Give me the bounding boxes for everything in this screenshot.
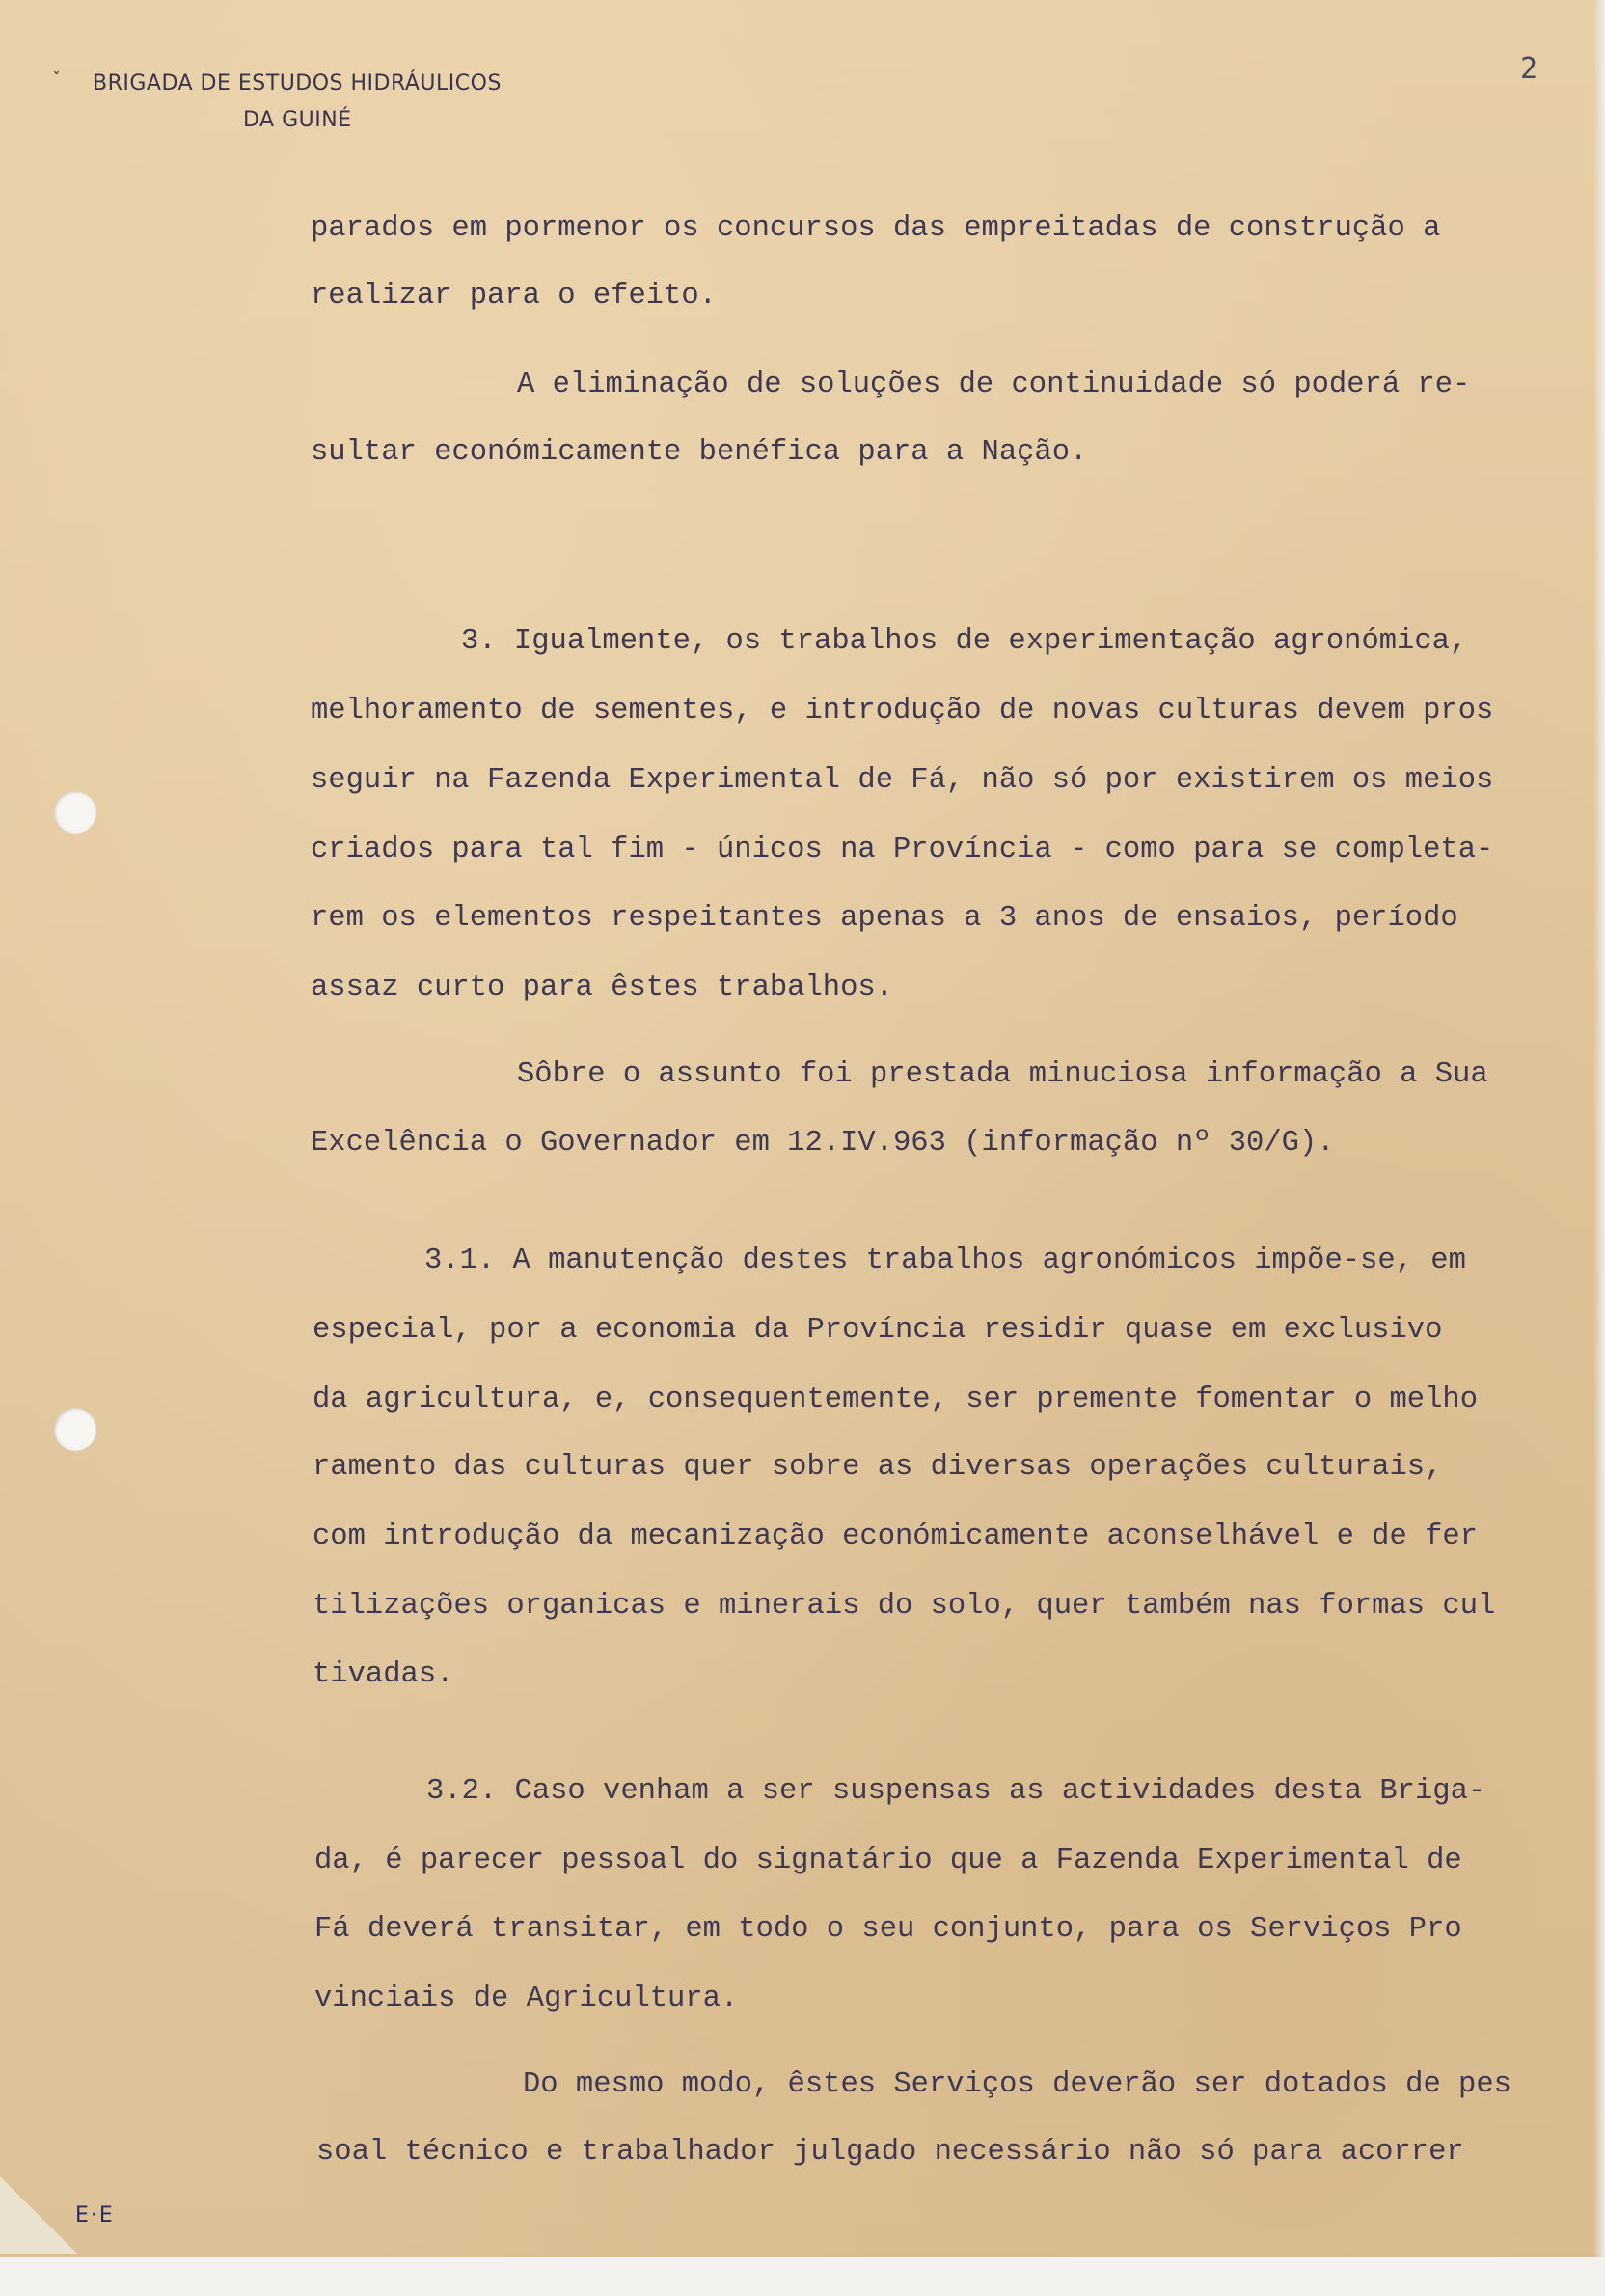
text-line: soal técnico e trabalhador julgado necessário não só para acorrer xyxy=(316,2136,1464,2169)
page-edge xyxy=(1593,0,1605,2296)
punch-hole-icon xyxy=(54,791,96,834)
letterhead xyxy=(93,66,502,139)
letterhead-org-line1: BRIGADA DE ESTUDOS HIDRÁULICOS xyxy=(93,71,502,96)
punch-hole-icon xyxy=(54,1408,96,1451)
text-line: 3. Igualmente, os trabalhos de experimentação agronómica, xyxy=(461,625,1468,658)
text-line: tilizações organicas e minerais do solo, quer também nas formas cul xyxy=(313,1590,1496,1623)
text-line: 3.1. A manutenção destes trabalhos agronómicos impõe-se, em xyxy=(424,1244,1466,1277)
text-line: parados em pormenor os concursos das empreitadas de construção a xyxy=(311,212,1441,245)
folded-corner xyxy=(0,2176,77,2254)
text-line: vinciais de Agricultura. xyxy=(314,1982,739,2015)
text-line: criados para tal fim - únicos na Província - como para se completa- xyxy=(311,834,1494,866)
page-number: 2 xyxy=(1520,52,1538,86)
text-line: tivadas. xyxy=(313,1658,454,1691)
text-line: 3.2. Caso venham a ser suspensas as actividades desta Briga- xyxy=(426,1775,1486,1808)
text-line: da, é parecer pessoal do signatário que a Fazenda Experimental de xyxy=(314,1845,1462,1877)
text-line: da agricultura, e, consequentemente, ser premente fomentar o melho xyxy=(313,1383,1478,1416)
text-line: rem os elementos respeitantes apenas a 3 anos de ensaios, período xyxy=(311,902,1458,935)
text-line: Fá deverá transitar, em todo o seu conjunto, para os Serviços Pro xyxy=(314,1913,1462,1946)
text-line: Do mesmo modo, êstes Serviços deverão ser dotados de pes xyxy=(523,2068,1511,2101)
text-line: assaz curto para êstes trabalhos. xyxy=(311,971,893,1004)
text-line: A eliminação de soluções de continuidade só poderá re- xyxy=(517,369,1471,401)
text-line: seguir na Fazenda Experimental de Fá, não só por existirem os meios xyxy=(311,764,1494,797)
text-line: Sôbre o assunto foi prestada minuciosa informação a Sua xyxy=(517,1058,1488,1091)
text-line: especial, por a economia da Província residir quase em exclusivo xyxy=(313,1314,1443,1347)
footer-initials: E·E xyxy=(75,2203,115,2228)
text-line: melhoramento de sementes, e introdução de novas culturas devem pros xyxy=(311,695,1494,727)
corner-tick-mark-icon: ˇ xyxy=(52,69,61,90)
text-line: com introdução da mecanização económicamente aconselhável e de fer xyxy=(313,1520,1478,1553)
text-line: sultar económicamente benéfica para a Nação. xyxy=(311,436,1088,469)
scan-background xyxy=(0,2257,1605,2296)
letterhead-org-line2: DA GUINÉ xyxy=(243,108,352,132)
text-line: realizar para o efeito. xyxy=(311,280,717,313)
text-line: ramento das culturas quer sobre as diversas operações culturais, xyxy=(313,1451,1443,1484)
text-line: Excelência o Governador em 12.IV.963 (informação nº 30/G). xyxy=(311,1127,1335,1160)
